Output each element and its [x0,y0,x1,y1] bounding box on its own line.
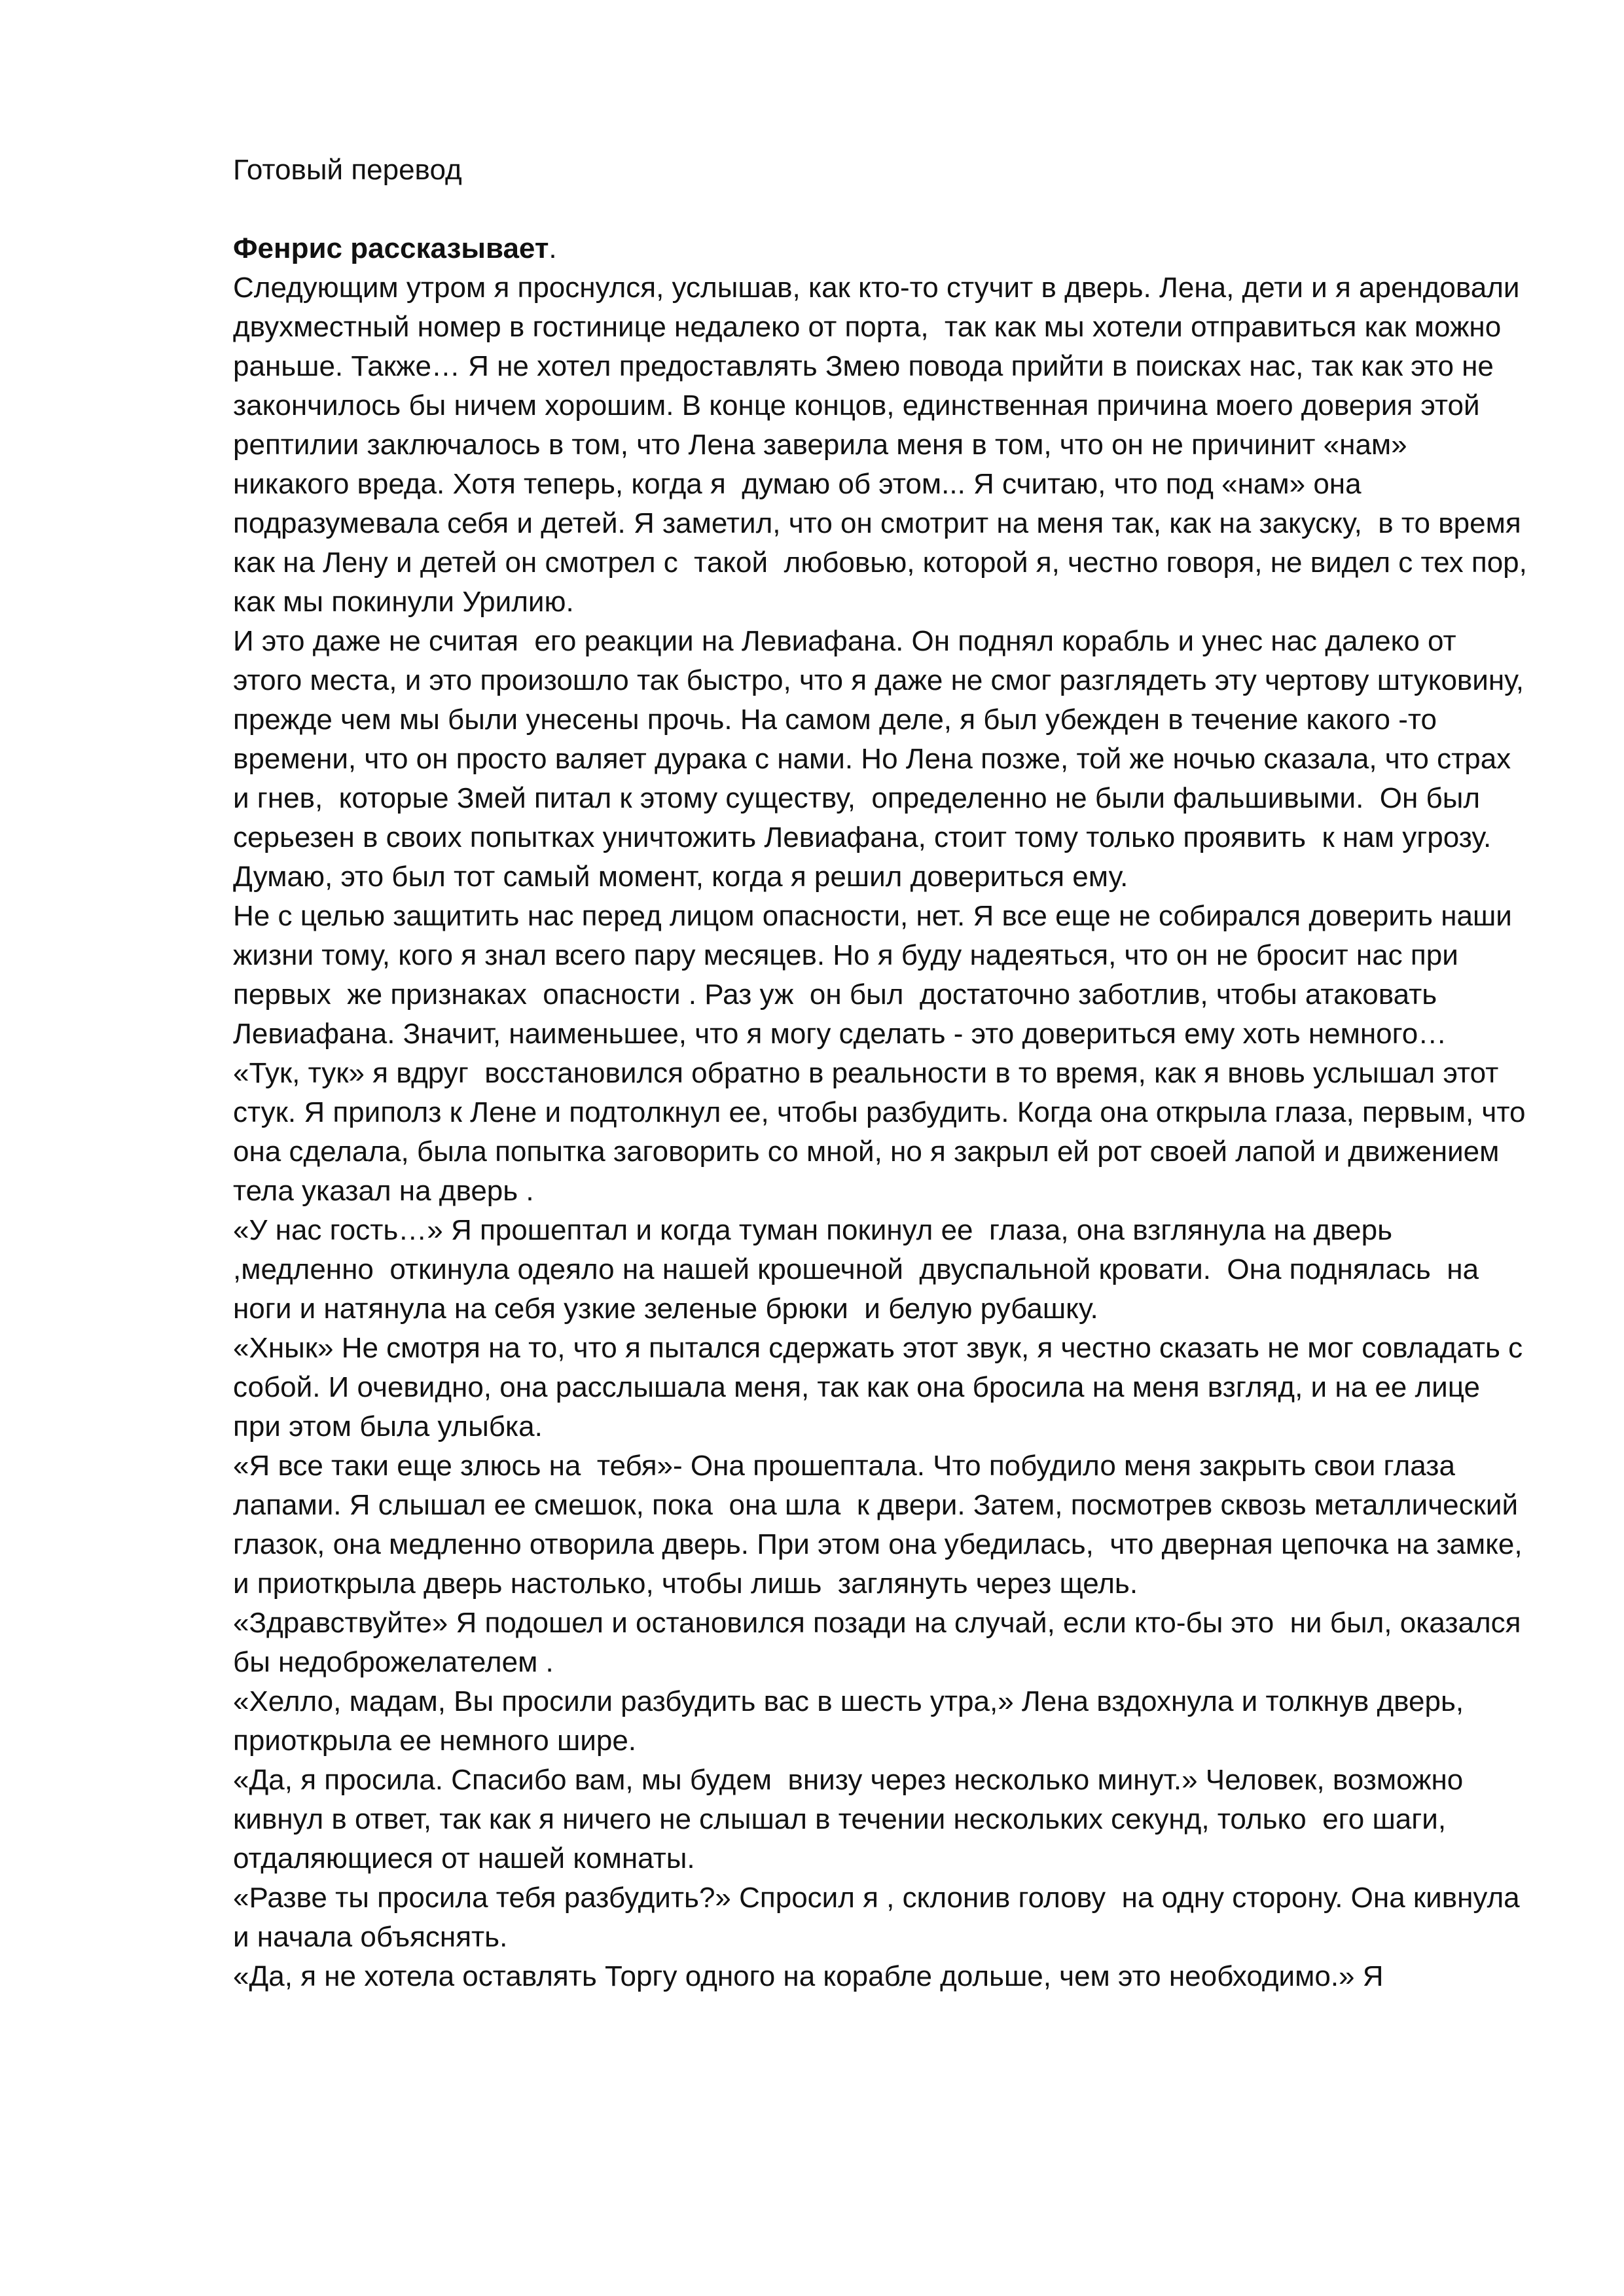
paragraph-4: «Тук, тук» я вдруг восстановился обратно в реальности в то время, как я вновь услышал этот стук. Я приполз к Лене и подтолкнул ее, чтобы разбудить. Когда она открыла глаза, первым, что она сделала, была попытка заговорить со мной, но я закрыл ей рот своей лапой и движением тела указал на дверь . [233,1057,1534,1207]
paragraph-7: «Я все таки еще злюсь на тебя»- Она прошептала. Что побудило меня закрыть свои глаза лапами. Я слышал ее смешок, пока она шла к двери. Затем, посмотрев сквозь металлический глазок, она медленно отворила дверь. При этом она убедилась, что дверная цепочка на замке, и приоткрыла дверь настолько, чтобы лишь заглянуть через щель. [233,1450,1530,1600]
paragraph-11: «Разве ты просила тебя разбудить?» Спросил я , склонив голову на одну сторону. Она кивнула и начала объяснять. [233,1882,1528,1953]
paragraph-3: Не с целью защитить нас перед лицом опасности, нет. Я все еще не собирался доверить наши жизни тому, кого я знал всего пару месяцев. Но я буду надеяться, что он не бросит нас при первых же признаках опасности . Раз уж он был достаточно заботлив, чтобы атаковать Левиафана. Значит, наименьшее, что я могу сделать - это довериться ему хоть немного… [233,900,1521,1050]
paragraph-12: «Да, я не хотела оставлять Торгу одного на корабле дольше, чем это необходимо.» Я [233,1960,1384,1992]
chapter-heading-period: . [549,232,557,264]
paragraph-9: «Хелло, мадам, Вы просили разбудить вас в шесть утра,» Лена вздохнула и толкнув дверь, приоткрыла ее немного шире. [233,1685,1472,1757]
paragraph-10: «Да, я просила. Спасибо вам, мы будем внизу через несколько минут.» Человек, возможно кивнул в ответ, так как я ничего не слышал в течении нескольких секунд, только его шаги, отдаляющиеся от нашей комнаты. [233,1764,1471,1874]
paragraph-1: Следующим утром я проснулся, услышав, как кто-то стучит в дверь. Лена, дети и я арендовали двухместный номер в гостинице недалеко от порта, так как мы хотели отправиться как можно раньше. Также… Я не хотел предоставлять Змею повода прийти в поисках нас, так как это не закончилось бы ничем хорошим. В конце концов, единственная причина моего доверия этой рептилии заключалось в том, что Лена заверила меня в том, что он не причинит «нам» никакого вреда. Хотя теперь, когда я думаю об этом... Я считаю, что под «нам» она подразумевала себя и детей. Я заметил, что он смотрит на меня так, как на закуску, в то время как на Лену и детей он смотрел с такой любовью, которой я, честно говоря, не видел с тех пор, как мы покинули Урилию. [233,272,1536,618]
document-body [233,151,1540,1996]
paragraph-2: И это даже не считая его реакции на Левиафана. Он поднял корабль и унес нас далеко от этого места, и это произошло так быстро, что я даже не смог разглядеть эту чертову штуковину, прежде чем мы были унесены прочь. На самом деле, я был убежден в течение какого -то времени, что он просто валяет дурака с нами. Но Лена позже, той же ночью сказала, что страх и гнев, которые Змей питал к этому существу, определенно не были фальшивыми. Он был серьезен в своих попытках уничтожить Левиафана, стоит тому только проявить к нам угрозу. Думаю, это был тот самый момент, когда я решил довериться ему. [233,625,1540,893]
paragraph-6: «Хнык» Не смотря на то, что я пытался сдержать этот звук, я честно сказать не мог совладать с собой. И очевидно, она расслышала меня, так как она бросила на меня взгляд, и на ее лице при этом была улыбка. [233,1332,1531,1443]
chapter-heading [233,229,1529,268]
document-title: Готовый перевод [233,154,462,186]
paragraph-8: «Здравствуйте» Я подошел и остановился позади на случай, если кто-бы это ни был, оказался бы недоброжелателем . [233,1607,1529,1678]
paragraph-5: «У нас гость…» Я прошептал и когда туман покинул ее глаза, она взглянула на дверь ,медленно откинула одеяло на нашей крошечной двуспальной кровати. Она поднялась на ноги и натянула на себя узкие зеленые брюки и белую рубашку. [233,1214,1487,1325]
chapter-heading-bold: Фенрис рассказывает [233,232,549,264]
